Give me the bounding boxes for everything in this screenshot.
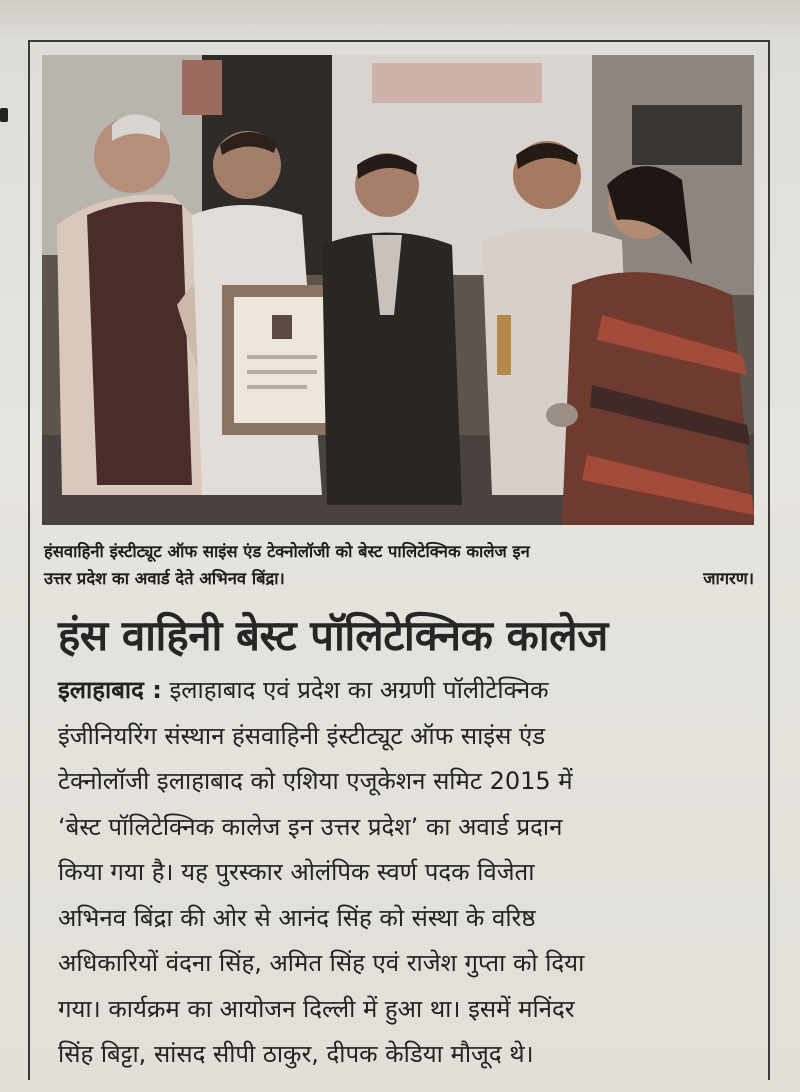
award-photo [42,55,754,525]
article-line-2: इंजीनियरिंग संस्थान हंसवाहिनी इंस्टीट्यूट ऑफ साइंस एंड [58,721,546,750]
previous-article-strip [0,0,800,38]
article-headline: हंस वाहिनी बेस्ट पॉलिटेक्निक कालेज [58,611,608,660]
caption-line-1: हंसवाहिनी इंस्टीट्यूट ऑफ साइंस एंड टेक्नोलॉजी को बेस्ट पालिटेक्निक कालेज इन [44,542,530,561]
dateline: इलाहाबाद : [58,676,162,704]
article-line-8: गया। कार्यक्रम का आयोजन दिल्ली में हुआ था। इसमें मनिंदर [58,994,575,1023]
article-line-6: अभिनव बिंद्रा की ओर से आनंद सिंह को संस्था के वरिष्ठ [58,903,536,932]
article-line-3: टेक्नोलॉजी इलाहाबाद को एशिया एजूकेशन समिट 2015 में [58,767,573,795]
caption-line-2: उत्तर प्रदेश का अवार्ड देते अभिनव बिंद्रा। [44,569,285,588]
award-ceremony-illustration [42,55,754,525]
article-line-1: इलाहाबाद : इलाहाबाद एवं प्रदेश का अग्रणी पॉलीटेक्निक [58,676,549,704]
article-line-9: सिंह बिट्टा, सांसद सीपी ठाकुर, दीपक केडिया मौजूद थे। [58,1040,534,1068]
article-line-7: अधिकारियों वंदना सिंह, अमित सिंह एवं राजेश गुप्ता को दिया [58,949,585,977]
photo-credit: जागरण। [703,569,754,588]
article-body [58,668,758,1078]
article-line-4: ‘बेस्ट पॉलिटेक्निक कालेज इन उत्तर प्रदेश’ का अवार्ड प्रदान [58,812,563,841]
article-line-5: किया गया है। यह पुरस्कार ओलंपिक स्वर्ण पदक विजेता [58,858,535,886]
margin-mark [0,108,8,122]
photo-caption [44,538,756,592]
